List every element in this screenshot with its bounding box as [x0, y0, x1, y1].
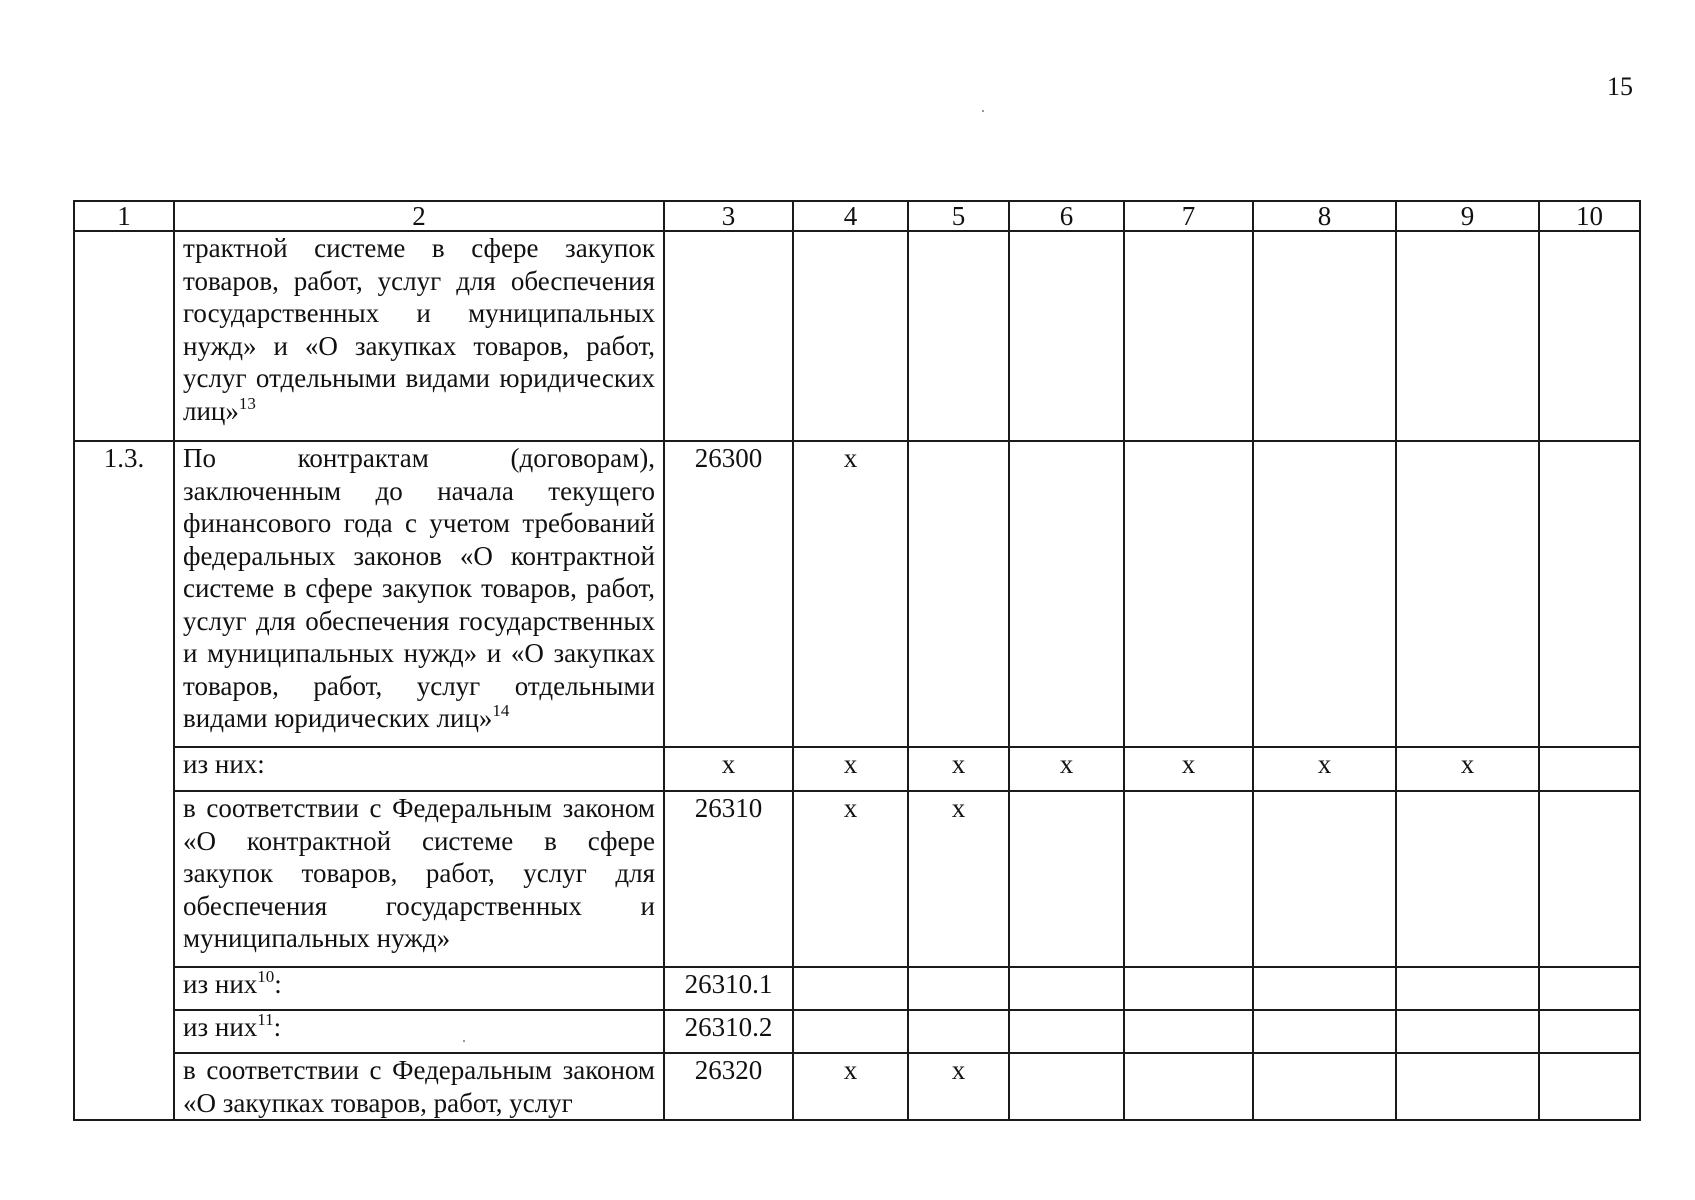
table-cell: [1253, 791, 1396, 967]
table-cell: [908, 441, 1009, 747]
page-number: 15: [1607, 72, 1633, 101]
table-cell: [1009, 967, 1124, 1010]
row-description: в соответствии с Федеральным законом «О закупках товаров, работ, услуг: [174, 1053, 664, 1120]
row-description: из них$^{10}$:: [174, 967, 664, 1010]
table-cell: x: [908, 1053, 1009, 1120]
row-description: в соответствии с Федеральным законом «О контрактной системе в сфере закупок товаров, работ, услуг для обеспечения государственных и муниципальных нужд»: [174, 791, 664, 967]
table-row: [74, 747, 1640, 791]
table-cell: x: [1253, 747, 1396, 791]
table-cell: [1124, 441, 1253, 747]
table-cell: [1539, 791, 1640, 967]
table-cell: [1009, 441, 1124, 747]
table-cell: [1539, 747, 1640, 791]
row-code: 26310.2: [664, 1010, 793, 1053]
table-cell: [793, 967, 908, 1010]
row-code: x: [664, 747, 793, 791]
table-cell: x: [908, 791, 1009, 967]
table-row: [74, 231, 1640, 441]
scan-speck: [982, 110, 984, 112]
table-cell: [1396, 967, 1539, 1010]
table-cell: x: [793, 441, 908, 747]
table-cell: [1009, 791, 1124, 967]
table-cell: [908, 231, 1009, 441]
table-cell: x: [1009, 747, 1124, 791]
table-cell: [908, 1010, 1009, 1053]
column-header: 7: [1124, 201, 1253, 231]
row-code: [664, 231, 793, 441]
table-cell: [1396, 1010, 1539, 1053]
column-header: 6: [1009, 201, 1124, 231]
table-cell: x: [793, 1053, 908, 1120]
table-cell: [1253, 441, 1396, 747]
table-cell: [1253, 1053, 1396, 1120]
table-cell: [1539, 1010, 1640, 1053]
table-cell: [793, 231, 908, 441]
table-cell: [1539, 441, 1640, 747]
table-cell: [1124, 1053, 1253, 1120]
table-cell: x: [1124, 747, 1253, 791]
table-cell: [1539, 967, 1640, 1010]
column-header: 10: [1539, 201, 1640, 231]
table-cell: x: [793, 791, 908, 967]
table-cell: [1009, 1010, 1124, 1053]
column-header: 1: [74, 201, 174, 231]
report-table: [73, 200, 1641, 1121]
table-row: [74, 791, 1640, 967]
table-header-row: [74, 201, 1640, 231]
table-cell: [1396, 1053, 1539, 1120]
column-header: 3: [664, 201, 793, 231]
table-cell: [1124, 791, 1253, 967]
table-cell: x: [1396, 747, 1539, 791]
row-description: из них:: [174, 747, 664, 791]
table-cell: [1124, 967, 1253, 1010]
table-cell: [1009, 231, 1124, 441]
row-code: 26300: [664, 441, 793, 747]
table-cell: [1124, 231, 1253, 441]
row-description: из них$^{11}$:: [174, 1010, 664, 1053]
footnote-ref: 14: [492, 701, 510, 720]
row-number: 1.3.: [74, 441, 174, 1120]
table-cell: [1253, 967, 1396, 1010]
table-row: [74, 441, 1640, 747]
footnote-ref: 10: [257, 967, 275, 986]
table-cell: x: [793, 747, 908, 791]
table-cell: [1539, 231, 1640, 441]
table-cell: [1396, 791, 1539, 967]
footnote-ref: 11: [257, 1010, 274, 1029]
footnote-ref: 13: [238, 393, 256, 413]
row-description: трактной системе в сфере закупок товаров, работ, услуг для обеспечения государственных и муниципальных нужд» и «О закупках товаров, работ, услуг отдельными видами юридических лиц»$^{13}$: [174, 231, 664, 441]
table-row: [74, 1053, 1640, 1120]
table-cell: x: [908, 747, 1009, 791]
table-row: [74, 1010, 1640, 1053]
table-cell: [1396, 441, 1539, 747]
table-cell: [908, 967, 1009, 1010]
table-cell: [1396, 231, 1539, 441]
column-header: 5: [908, 201, 1009, 231]
column-header: 2: [174, 201, 664, 231]
table-cell: [1253, 231, 1396, 441]
table-cell: [1124, 1010, 1253, 1053]
column-header: 8: [1253, 201, 1396, 231]
row-description: По контрактам (договорам), заключенным до начала текущего финансового года с учетом требований федеральных законов «О контрактной системе в сфере закупок товаров, работ, услуг для обеспечения государственных и муниципальных нужд» и «О закупках товаров, работ, услуг отдельными видами юридических лиц»$^{14}$: [174, 441, 664, 747]
row-number: [74, 231, 174, 441]
column-header: 9: [1396, 201, 1539, 231]
row-code: 26310: [664, 791, 793, 967]
row-code: 26320: [664, 1053, 793, 1120]
table-cell: [1009, 1053, 1124, 1120]
table-cell: [1253, 1010, 1396, 1053]
column-header: 4: [793, 201, 908, 231]
table-cell: [793, 1010, 908, 1053]
table-row: [74, 967, 1640, 1010]
table-cell: [1539, 1053, 1640, 1120]
row-code: 26310.1: [664, 967, 793, 1010]
